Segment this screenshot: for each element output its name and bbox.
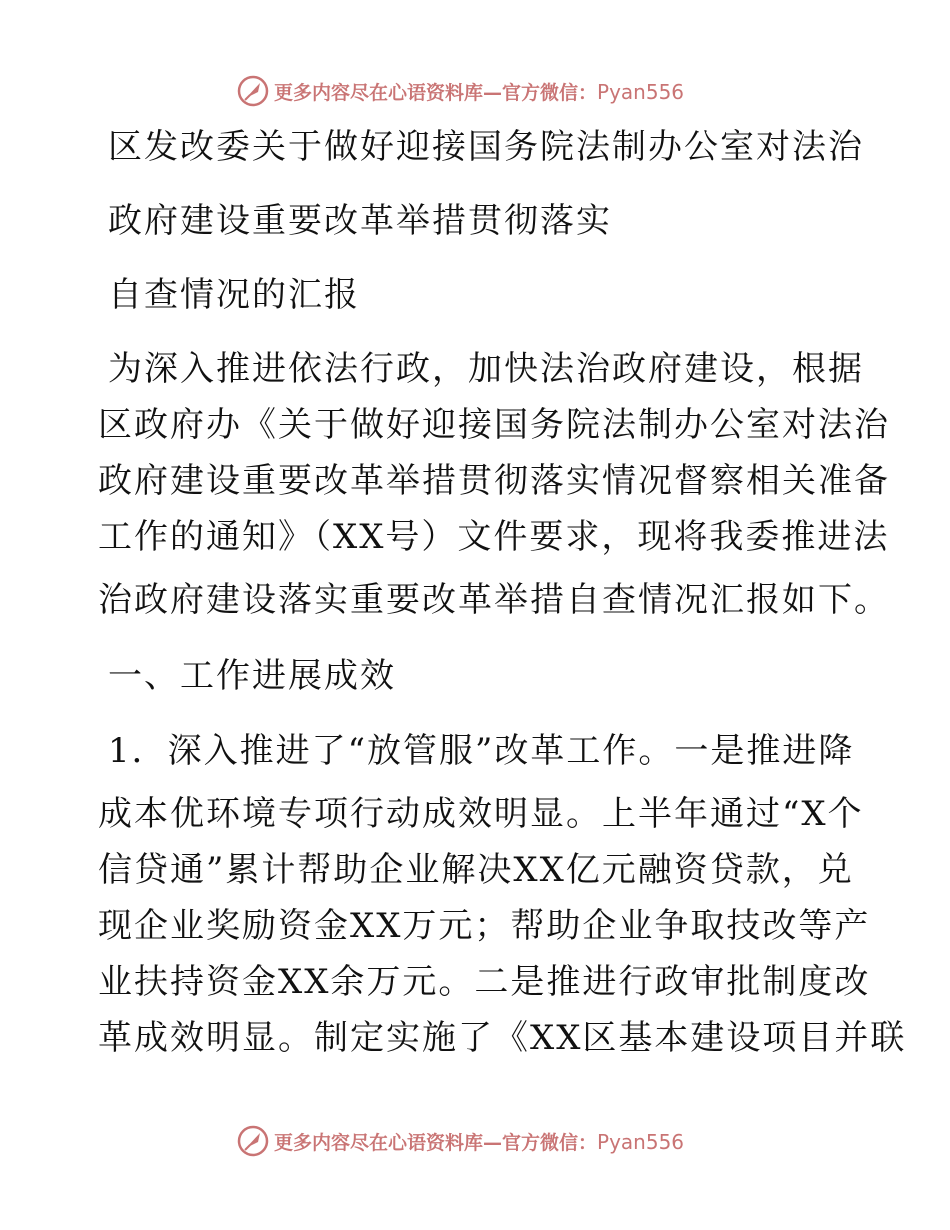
paragraph-line: 区政府办《关于做好迎接国务院法制办公室对法治	[98, 405, 890, 445]
paragraph-line: 工作的通知》（XX号）文件要求，现将我委推进法	[98, 517, 890, 557]
paragraph-line: 革成效明显。制定实施了《XX区基本建设项目并联	[98, 1018, 907, 1058]
paragraph-line: 信贷通”累计帮助企业解决XX亿元融资贷款，兑	[98, 850, 854, 890]
paragraph-line: 为深入推进依法行政，加快法治政府建设，根据	[108, 349, 864, 389]
watermark-text: 更多内容尽在心语资料库—官方微信：Pyan556	[274, 79, 685, 104]
paragraph-line: 政府建设重要改革举措贯彻落实情况督察相关准备	[98, 461, 890, 501]
quill-logo-icon	[236, 74, 270, 108]
paragraph-line: 治政府建设落实重要改革举措自查情况汇报如下。	[98, 580, 890, 620]
title-line-2: 政府建设重要改革举措贯彻落实	[108, 201, 612, 241]
paragraph-line: 业扶持资金XX余万元。二是推进行政审批制度改	[98, 962, 871, 1002]
paragraph-line: 成本优环境专项行动成效明显。上半年通过“X个	[98, 794, 864, 834]
section-heading: 一、工作进展成效	[108, 656, 396, 696]
watermark-footer	[236, 1123, 684, 1159]
title-line-1: 区发改委关于做好迎接国务院法制办公室对法治	[108, 127, 864, 167]
watermark-header	[236, 73, 684, 109]
quill-logo-icon	[236, 1124, 270, 1158]
title-line-3: 自查情况的汇报	[108, 275, 360, 315]
watermark-text: 更多内容尽在心语资料库—官方微信：Pyan556	[274, 1129, 685, 1154]
paragraph-line: 1．深入推进了“放管服”改革工作。一是推进降	[108, 731, 855, 771]
paragraph-line: 现企业奖励资金XX万元；帮助企业争取技改等产	[98, 906, 871, 946]
